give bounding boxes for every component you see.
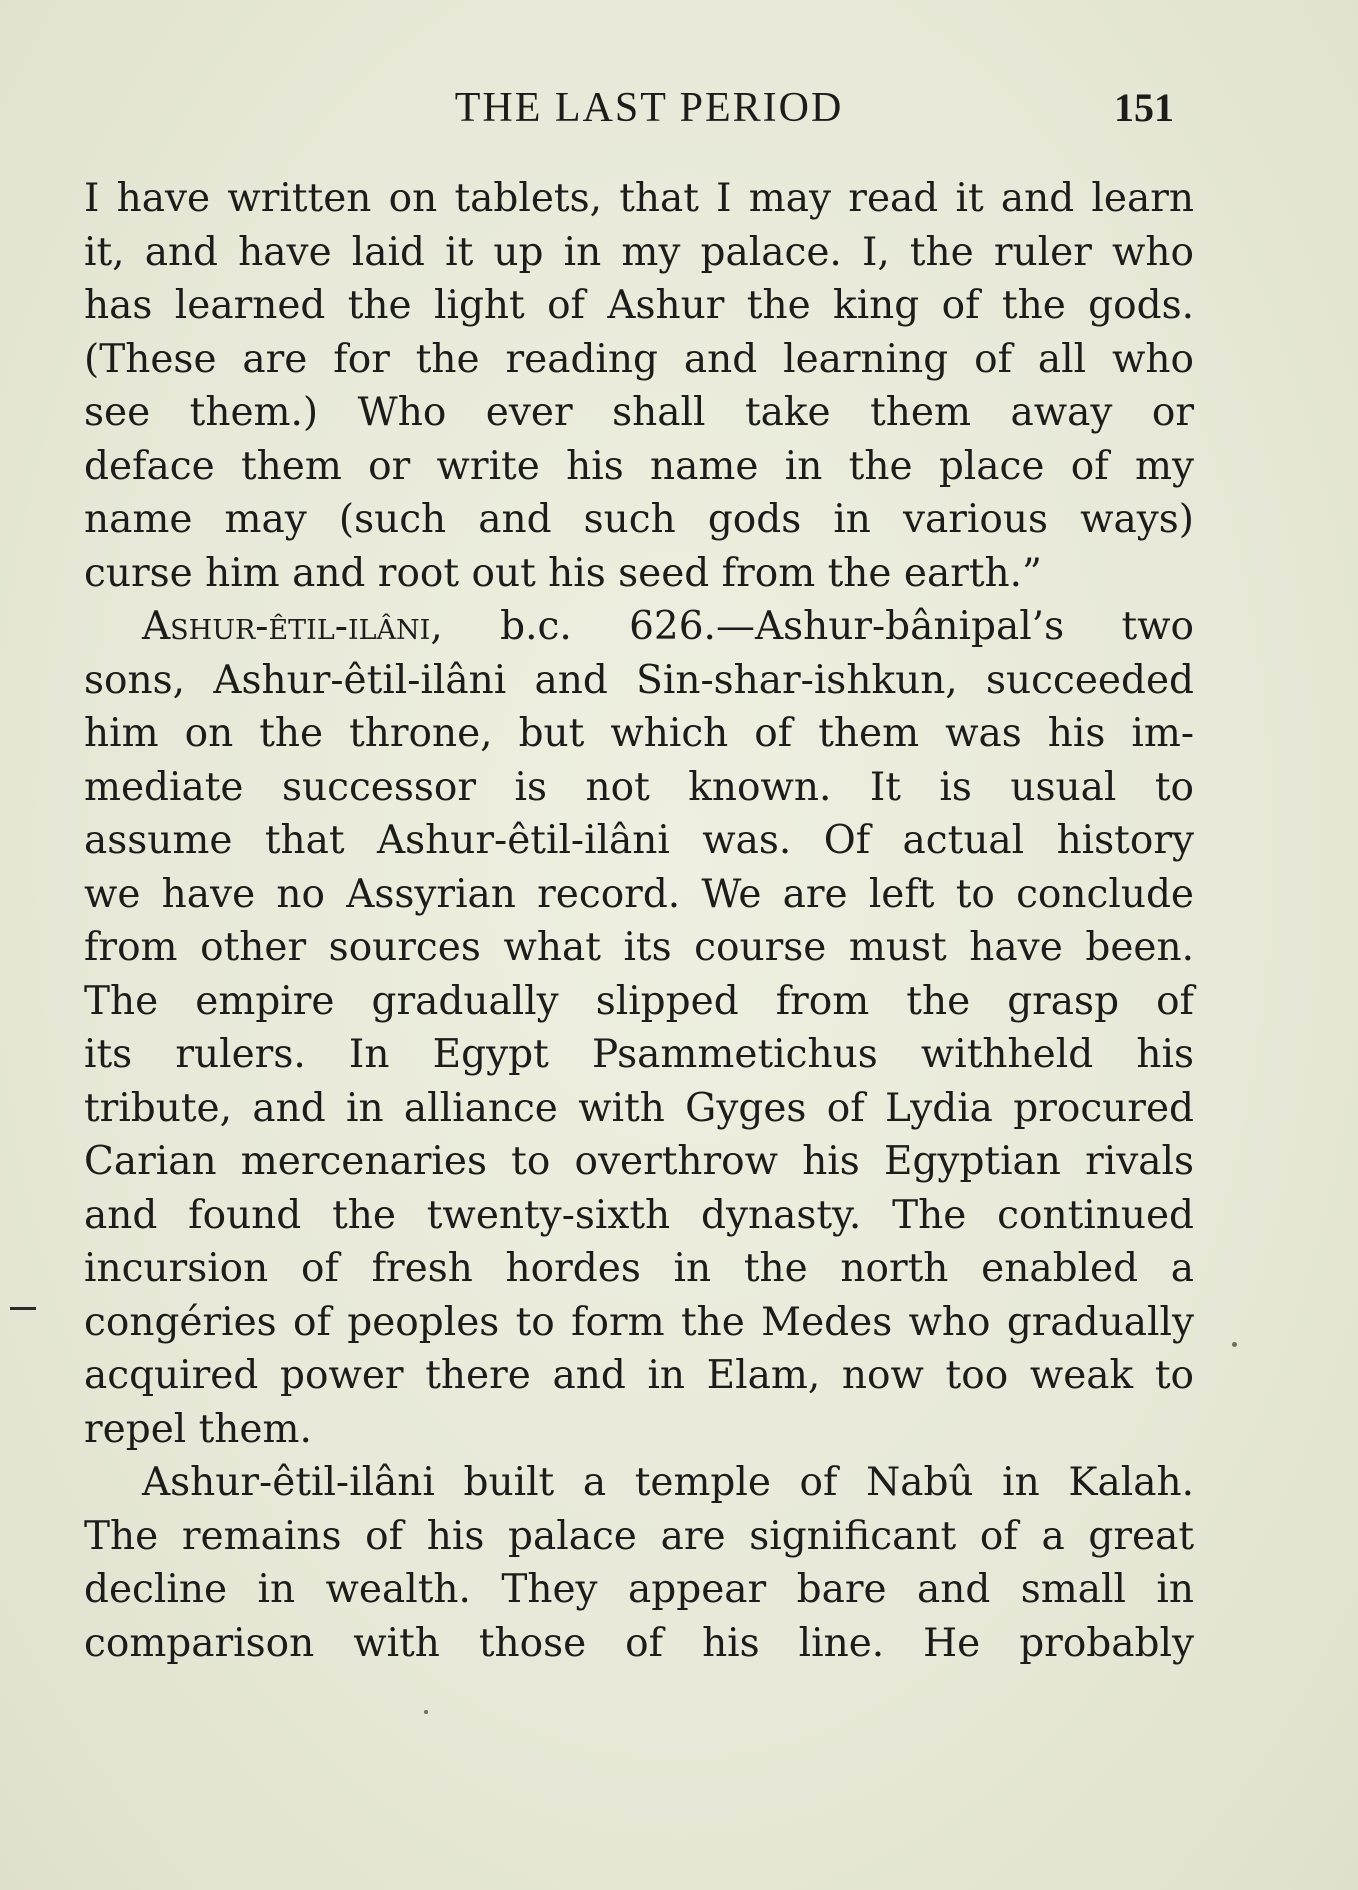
- text-line: congéries of peoples to form the Medes who gradually: [84, 1299, 1194, 1345]
- paragraph-1: [84, 172, 1194, 600]
- paper-speck: [424, 1710, 428, 1714]
- text-line: from other sources what its course must have been.: [84, 925, 1194, 970]
- text-line: tribute, and in alliance with Gyges of Lydia procured: [84, 1085, 1194, 1131]
- text-line: deface them or write his name in the place of my: [84, 443, 1194, 489]
- paragraph-3: [84, 1456, 1194, 1670]
- page-header: [84, 84, 1174, 144]
- text-line: incursion of fresh hordes in the north enabled a: [84, 1246, 1194, 1291]
- text-line: has learned the light of Ashur the king of the gods.: [84, 283, 1194, 328]
- body-text: [84, 172, 1194, 1670]
- text-line: Carian mercenaries to overthrow his Egyptian rivals: [84, 1139, 1194, 1184]
- text-line: The remains of his palace are significant of a great: [84, 1513, 1194, 1559]
- section-heading: Ashur-êtil-ilâni,: [142, 604, 443, 649]
- text-line: acquired power there and in Elam, now too weak to: [84, 1353, 1194, 1398]
- text-line: see them.) Who ever shall take them away or: [84, 390, 1194, 435]
- running-title: THE LAST PERIOD: [454, 85, 844, 131]
- text-line: him on the throne, but which of them was his im-: [84, 711, 1194, 756]
- text-line: mediate successor is not known. It is usual to: [84, 764, 1194, 810]
- paragraph-2: [84, 600, 1194, 1456]
- paper-speck: [1232, 1342, 1237, 1347]
- text-line: comparison with those of his line. He probably: [84, 1620, 1194, 1666]
- text-line: sons, Ashur-êtil-ilâni and Sin-shar-ishkun, succeeded: [84, 657, 1194, 703]
- text-line: curse him and root out his seed from the earth.”: [84, 550, 1042, 596]
- section-heading-line: [84, 600, 1194, 654]
- text-line: The empire gradually slipped from the grasp of: [84, 978, 1194, 1024]
- text-line: decline in wealth. They appear bare and small in: [84, 1567, 1194, 1612]
- text-line: its rulers. In Egypt Psammetichus withheld his: [84, 1032, 1194, 1077]
- text-line: Ashur-êtil-ilâni built a temple of Nabû in Kalah.: [142, 1460, 1194, 1505]
- page-number: 151: [1114, 85, 1174, 130]
- text-line: name may (such and such gods in various ways): [84, 497, 1194, 542]
- text-line: I have written on tablets, that I may read it and learn: [84, 176, 1194, 221]
- text-line: we have no Assyrian record. We are left to conclude: [84, 871, 1194, 917]
- text-line: and found the twenty-sixth dynasty. The continued: [84, 1192, 1194, 1238]
- text-line: repel them.: [84, 1406, 312, 1452]
- section-heading-rest: b.c. 626.—Ashur-bânipal’s two: [442, 604, 1194, 649]
- text-line: (These are for the reading and learning of all who: [84, 336, 1194, 382]
- text-line: it, and have laid it up in my palace. I, the ruler who: [84, 229, 1194, 275]
- margin-mark: [10, 1307, 36, 1310]
- text-line: assume that Ashur-êtil-ilâni was. Of actual history: [84, 818, 1194, 863]
